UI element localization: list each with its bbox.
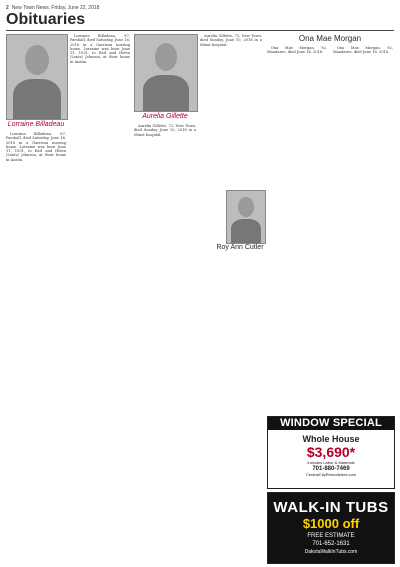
column-6-body: Ona Mae Morgan, 92, Mandaree, died June 16, 2018. — [333, 46, 393, 55]
lorraine-text — [6, 132, 66, 562]
roy-name: Roy Ann Cutler — [216, 244, 264, 251]
window-ad-title: WINDOW SPECIAL — [268, 417, 394, 430]
walkin-ad-tag: FREE ESTIMATE — [307, 533, 355, 539]
ona-text — [267, 46, 327, 412]
aurelia-name: Aurelia Gillette — [142, 113, 188, 120]
lorraine-photo — [6, 34, 68, 120]
title-rule — [6, 30, 394, 31]
page-title: Obituaries — [6, 11, 86, 28]
aurelia-text — [134, 124, 196, 562]
lorraine-body: Lorraine Billadeau, 87, Parshall, died Saturday, June 16, 2018 in a Garrison nursing home. Lorraine was born June 11, 1931, to Earl and Helen (Lentz) Johnson, at their home in Austin. — [6, 132, 66, 162]
aurelia-body: Aurelia Gillette, 72, New Town, died Sunday, June 10, 2018 in a Minot hospital. — [134, 124, 196, 137]
walkin-ad-title: WALK-IN TUBS — [273, 499, 389, 516]
walk-in-tubs-ad[interactable] — [267, 492, 395, 564]
window-ad-brand: Whole House — [302, 434, 360, 444]
column-2-text — [70, 34, 130, 562]
walkin-ad-site: DakotaWalkInTubs.com — [304, 549, 358, 555]
window-ad-price: $3,690* — [306, 444, 356, 460]
column-2-body: Lorraine Billadeau, 87, Parshall, died Saturday, June 16, 2018 in a Garrison nursing home. Lorraine was born June 11, 1931, to Earl and Helen (Lentz) Johnson, at their home in Austin. — [70, 34, 130, 64]
window-special-ad[interactable] — [267, 416, 395, 489]
column-4-text — [200, 34, 262, 562]
walkin-ad-price: $1000 off — [302, 516, 360, 531]
ona-body: Ona Mae Morgan, 92, Mandaree, died June 16, 2018. — [267, 46, 327, 55]
roy-photo — [226, 190, 266, 244]
window-ad-note: Includes Labor & Materials — [307, 460, 355, 465]
lorraine-name: Lorraine Billadeau — [7, 121, 65, 128]
page-number: 2 — [6, 5, 9, 11]
paper-info: New Town News, Friday, June 22, 2018 — [11, 5, 100, 11]
walkin-ad-phone: 701-652-1631 — [312, 541, 350, 547]
column-6-text — [333, 46, 393, 412]
window-ad-site: CentralCityRemodelers.com — [305, 472, 356, 477]
column-4-body: Aurelia Gillette, 72, New Town, died Sunday, June 10, 2018 in a Minot hospital. — [200, 34, 262, 47]
ona-name: Ona Mae Morgan — [298, 34, 362, 43]
window-ad-phone: 701-880-7469 — [312, 466, 350, 472]
aurelia-photo — [134, 34, 198, 112]
